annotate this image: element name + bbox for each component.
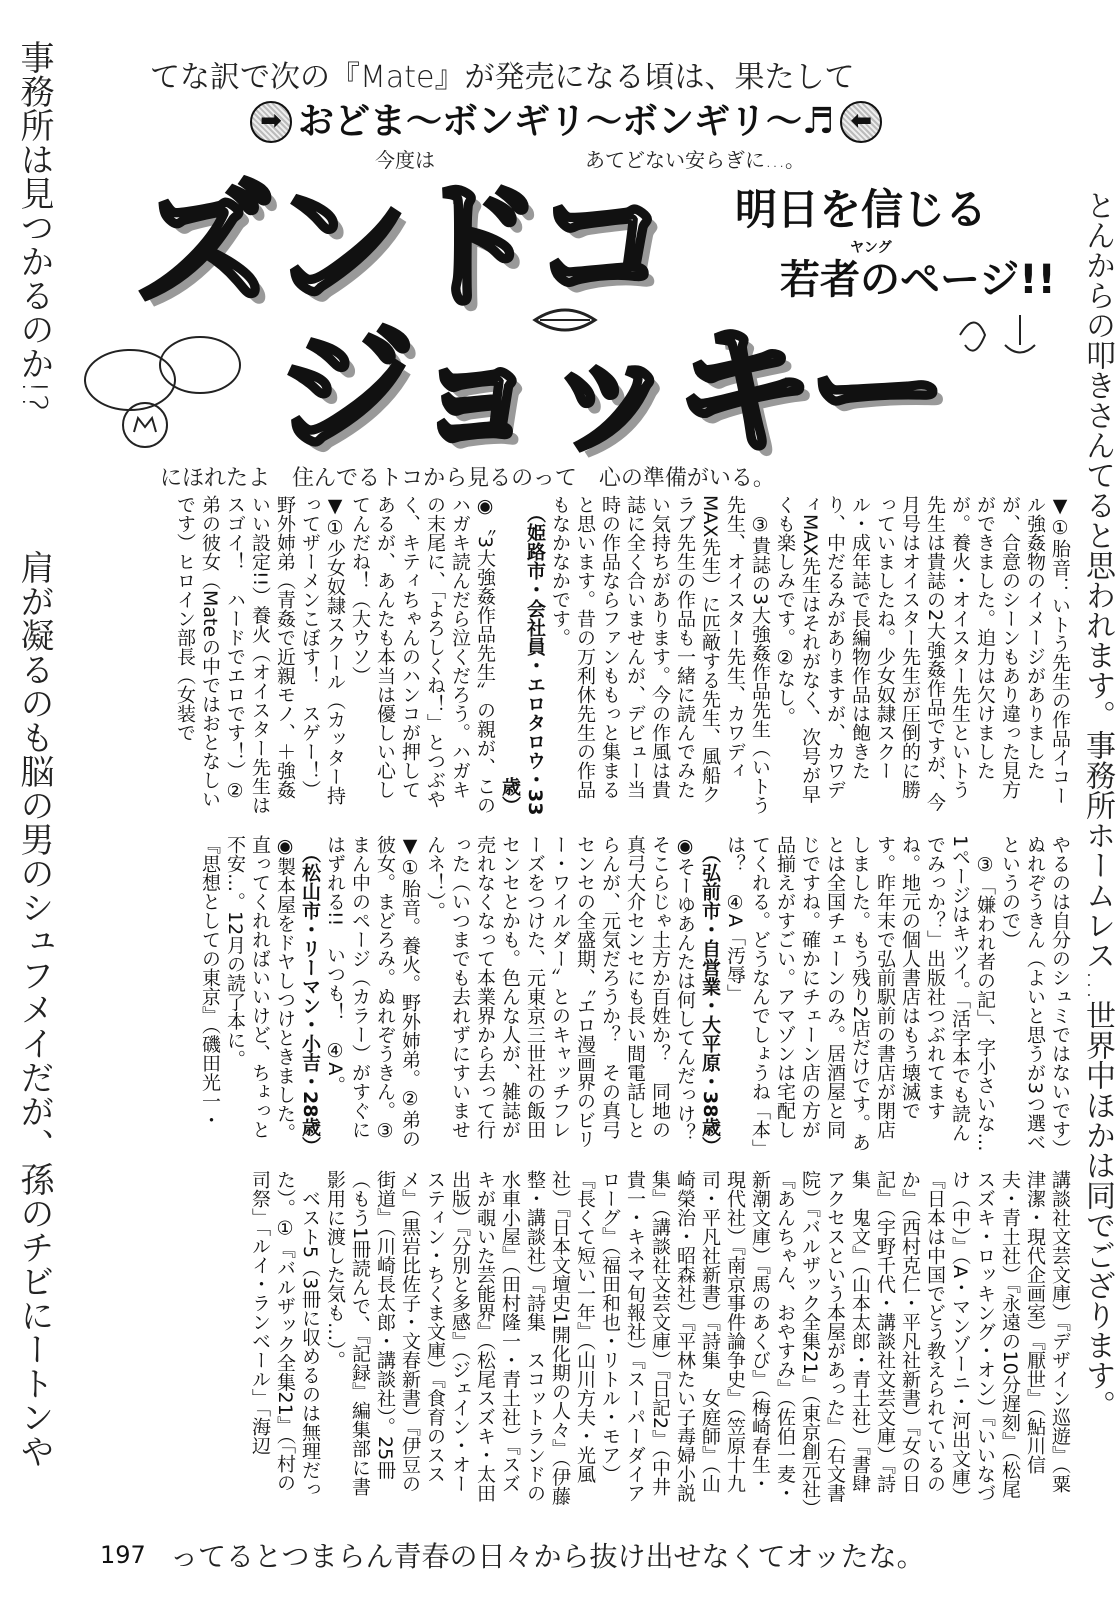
handwritten-note-top: てな訳で次の『Mate』が発売になる頃は、果たして <box>150 60 855 95</box>
reading-list-best5: ベスト5（3冊に収めるのは無理だった）。①『バルザック全集21』（「村の司祭」「ルイ・ランベール」「海辺 <box>249 1170 321 1499</box>
handwritten-note-under-logo: にほれたよ 住んでるトコから見るのって 心の準備がいる。 <box>160 466 775 491</box>
editor-reply: ◉そーゆあんたは何してんだっけ？ そこらじゃ土方か百姓か？ 同地の真弓大介センセにも長い間電話しとらんが、元気だろうか？ その真弓センセの全盛期、〝エロ漫画界のビリー・ワイルダー〟とのキャッチフレーズをつけた、元東京三世社の飯田センセとかも。色んな人が、雑誌が売れなくなって本業界から去って行った（いつまでも去れずにすいませんネ！）。 <box>424 835 696 1161</box>
letter-paragraph: やるのは自分のシュミではないです）ぬれぞうきん（よいと思うが3つ選べというので） <box>999 835 1071 1152</box>
reading-list: 講談社文芸文庫）『デザイン巡遊』（粟津潔・現代企画室）『厭世』（鮎川信夫・青土社）『永遠の10分遅刻』（松尾スズキ・ロッキング・オン）『いいなづけ（中）』（A・マンゾーニ・河出文庫）『日本は中国でどう教えられているのか』（西村克仁・平凡社新書）『女の日記』（宇野千代・講談社文芸文庫）『詩集 鬼文』（山本太郎・青土社）『書肆アクセスという本屋があった』（右文書院）『バルザック全集21』（東京創元社）『あんちゃん、おやすみ』（佐伯一麦・新潮文庫）『馬のあくび』（梅崎春生・現代社）『南京事件論争史』（笠原十九司・平凡社新書）『詩集 女庭師』（山崎榮治・昭森社）『平林たい子毒婦小説集』（講談社文芸文庫）『日記2』（中井貴一・キネマ旬報社）『スーパーダイアローグ』（福田和也・リトル・モア）『長くて短い一年』（山川方夫・光風社）『日本文壇史1開化期の人々』（伊藤整・講談社）『詩集 スコットランドの水車小屋』（田村隆一・青土社）『スズキが覗いた芸能界』（松尾スズキ・太田出版）『分別と多感』（ジェイン・オースティン・ちくま文庫）『食育のススメ』（黒岩比佐子・文春新書）『伊豆の街道』（川崎長太郎・講談社）。25冊（もう1冊読んで、『記録』編集部に書影用に渡した気も…）。 <box>324 1170 1071 1508</box>
doodle-figure-icon <box>950 305 1060 375</box>
tagline-ruby: ヤング <box>850 240 892 256</box>
letter-paragraph: ▼①少女奴隷スクール（カッター持ってザーメンこぼす！ スゲー！）野外姉弟（青姦で近親モノ、＋強姦いい設定!!）養火（オイスター先生はスゴイ！ ハードでエロです！）②弟の彼女（Mateの中ではおとなしいです）ヒロイン部長（女装で <box>174 495 346 815</box>
handwritten-note-sub: あてどない安らぎに…。 <box>585 148 805 172</box>
handwritten-note-kondo: 今度は <box>375 148 435 172</box>
arrow-right-icon: ➡ <box>250 101 292 143</box>
editor-reply: ◉製本屋をドヤしつけときました。直ってくれればいいけど、ちょっと不安…。12月の読了本に。 <box>224 835 296 1142</box>
handwritten-note-right: とんからの叩きさんてると思われます。事務所ホームレス…世界中ほかは同でござります。 <box>1080 190 1115 1420</box>
letter-paragraph: ③貴誌の3大強姦作品先生（いトう先生、オイスター先生、カワディMAX先生）に匹敵する先生、風船クラブ先生の作品も一緒に読んでみたい気持ちがあります。今の作風は貴誌に全く合いませんが、デビュー当時の作品ならファンももっと集まると思います。昔の万利休先生の作品もなかなかです。 <box>549 495 771 815</box>
letters-column-block-1 <box>67 495 1072 815</box>
tagline-line1: 明日を信じる <box>735 185 988 234</box>
doodle-face-icon <box>70 320 260 460</box>
editor-reply: ◉〝3大強姦作品先生〟の親が、このハガキ読んだら泣くだろう。ハガキの末尾に、「よろしくね！」とつぶやく、キティちゃんのハンコが押してあるが、あんたも本当は優しい心してんだね！（大ウソ） <box>349 495 496 815</box>
letter-paragraph: ③「嫌われ者の記」、字小さいな…1ページはキツイ。「活字本でも読んでみっか？」出版社つぶれてますね。地元の個人書店はもう壊滅です。昨年末で弘前駅前の書店が閉店しました。もう残り2店だけです。あとは全国チェーンのみ。居酒屋と同じですね。確かにチェーン店の方が品揃えがすごい。アマゾンは宅配してくれる。どうなんでしょうね「本」は？ ④A「汚辱」 <box>724 835 996 1152</box>
song-title: おどま〜ボンギリ〜ボンギリ〜♬ <box>298 101 835 142</box>
letters-column-block-2 <box>67 835 1072 1161</box>
handwritten-note-left-2: 肩が凝るのも脳の男のシュフメイだが、孫のチビにートンや <box>14 550 54 1468</box>
letter-attribution: （松山市・リーマン・小吉・28歳） <box>299 843 321 1155</box>
letter-paragraph: ▼①胎音：いトう先生の作品イコール強姦物のイメージがありましたが、合意のシーンもあり違った見方ができました。迫力は欠けましたが。養火・オイスター先生といトう先生は貴誌の2大強姦作品ですが、今月号はオイスター先生が圧倒的に勝っていましたね。少女奴隷スクール・成年誌で長編物作品は飽きたり、中だるみがありますが、カワディMAX先生はそれがなく、次号が早くも楽しみです。②なし。 <box>774 495 1071 812</box>
reading-list-start: 『思想としての東京』（磯田光一・ <box>199 835 221 1130</box>
handwritten-note-bottom: ってるとつまらん青春の日々から抜け出せなくてオッたな。 <box>170 1540 925 1573</box>
logo-zundoko: ズンドコ <box>135 166 666 329</box>
page-number: 197 <box>100 1541 146 1569</box>
letter-attribution: （弘前市・自営業・大平原・38歳） <box>699 843 721 1155</box>
arrow-left-icon: ⬅ <box>840 101 882 143</box>
letter-attribution: （姫路市・会社員・エロタロウ・33歳） <box>499 503 546 815</box>
doodle-lips-icon <box>530 300 600 340</box>
tagline-line2: 若者のページ!! <box>780 257 1056 303</box>
letters-column-block-3 <box>67 1170 1072 1510</box>
letter-paragraph: ▼①胎音。養火。野外姉弟。②弟の彼女。まどろみ。ぬれぞうきん。③まん中のページ（カラー）がすぐにはずれる!! いつも！ ④A。 <box>324 835 421 1148</box>
handwritten-note-left-1: 事務所は見つかるのか!? <box>14 40 54 412</box>
song-title-banner <box>250 100 882 144</box>
logo-jockey: ジョッキー <box>275 311 943 474</box>
